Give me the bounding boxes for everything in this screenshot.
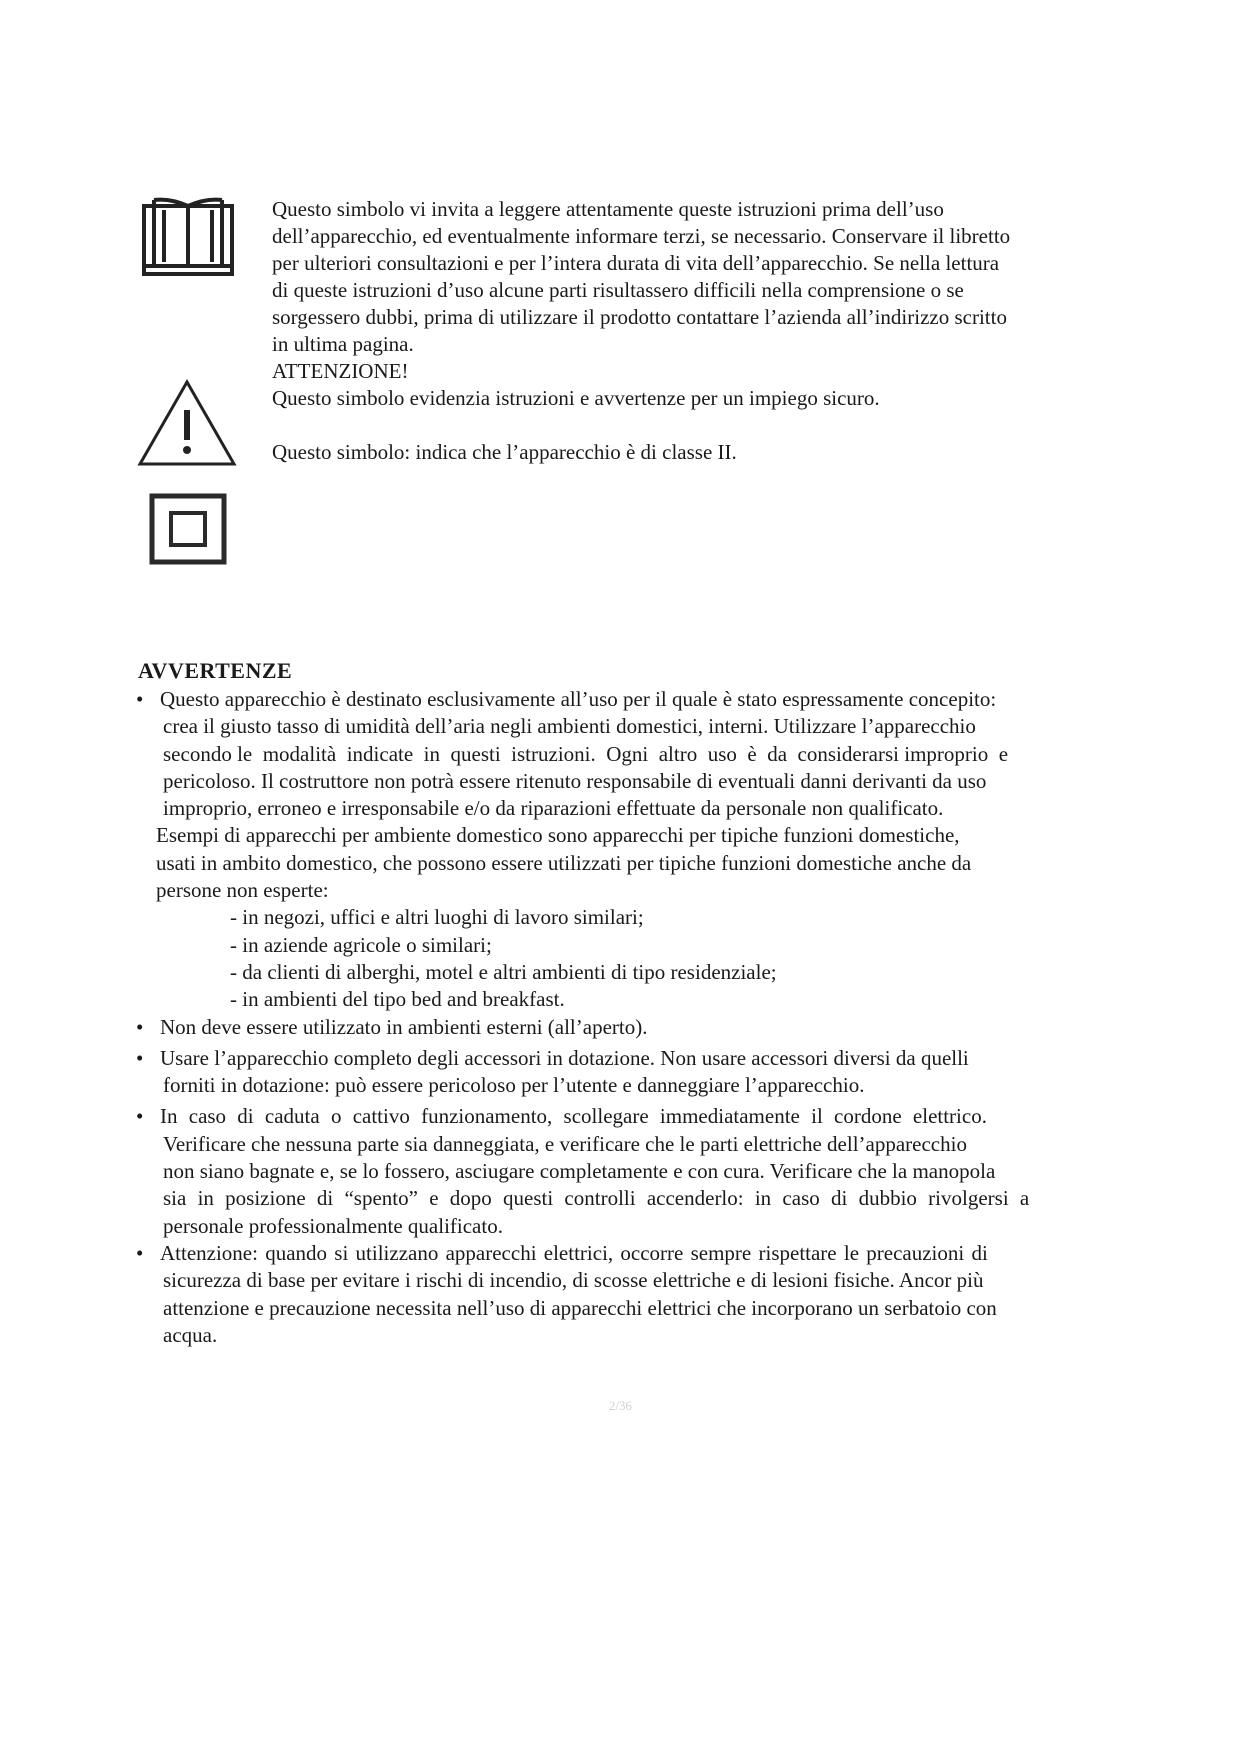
bullet-line: personale professionalmente qualificato. <box>163 1213 503 1238</box>
list-item <box>136 1014 1126 1041</box>
intro-section <box>272 196 1132 466</box>
bullet-dot: • <box>136 1240 144 1265</box>
sub-list <box>160 904 1126 1013</box>
bullet-line: Attenzione: quando si utilizzano apparecchi elettrici, occorre sempre rispettare le precauzioni di <box>160 1240 988 1265</box>
bullet-dot: • <box>136 1104 144 1129</box>
bullet-line: pericoloso. Il costruttore non potrà essere ritenuto responsabile di eventuali danni derivanti da uso <box>163 768 987 793</box>
bullet-line: Non deve essere utilizzato in ambienti esterni (all’aperto). <box>160 1014 648 1039</box>
bullet-line: Usare l’apparecchio completo degli accessori in dotazione. Non usare accessori diversi da quelli <box>160 1045 969 1070</box>
class-ii-text: Questo simbolo: indica che l’apparecchio è di classe II. <box>272 440 737 464</box>
attention-label: ATTENZIONE! <box>272 359 409 383</box>
warnings-list <box>136 686 1126 1349</box>
sub-item: - in ambienti del tipo bed and breakfast. <box>230 987 565 1012</box>
intro-line: Questo simbolo vi invita a leggere attentamente queste istruzioni prima dell’uso <box>272 197 944 221</box>
bullet-line: Questo apparecchio è destinato esclusivamente all’uso per il quale è stato espressamente concepito: <box>160 687 997 711</box>
bullet-line: persone non esperte: <box>156 878 329 903</box>
bullet-line: attenzione e precauzione necessita nell’uso di apparecchi elettrici che incorporano un serbatoio con <box>163 1295 997 1320</box>
bullet-line: In caso di caduta o cattivo funzionamento, scollegare immediatamente il cordone elettrico. <box>160 1104 987 1129</box>
book-icon <box>140 196 236 278</box>
bullet-line: improprio, erroneo e irresponsabile e/o da riparazioni effettuate da personale non qualificato. <box>163 796 944 821</box>
sub-item: - in negozi, uffici e altri luoghi di lavoro similari; <box>230 905 644 930</box>
warning-symbol-text: Questo simbolo evidenzia istruzioni e avvertenze per un impiego sicuro. <box>272 386 880 410</box>
bullet-line: crea il giusto tasso di umidità dell’aria negli ambienti domestici, interni. Utilizzare l’apparecchio <box>163 714 976 739</box>
warnings-heading: AVVERTENZE <box>138 658 293 683</box>
list-item <box>136 1045 1126 1100</box>
sub-item: - da clienti di alberghi, motel e altri ambienti di tipo residenziale; <box>230 959 777 984</box>
list-item <box>136 1240 1126 1349</box>
bullet-line: non siano bagnate e, se lo fossero, asciugare completamente e con cura. Verificare che la manopola <box>163 1159 996 1184</box>
intro-line: per ulteriori consultazioni e per l’intera durata di vita dell’apparecchio. Se nella lettura <box>272 251 1000 275</box>
list-item <box>136 1103 1126 1239</box>
bullet-line: sicurezza di base per evitare i rischi di incendio, di scosse elettriche e di lesioni fisiche. Ancor più <box>163 1268 984 1293</box>
intro-line: dell’apparecchio, ed eventualmente informare terzi, se necessario. Conservare il libretto <box>272 224 1011 248</box>
bullet-line: secondo le modalità indicate in questi istruzioni. Ogni altro uso è da considerarsi improprio e <box>163 741 1009 766</box>
class-ii-double-square-icon <box>149 493 227 565</box>
bullet-dot: • <box>136 1014 144 1039</box>
bullet-dot: • <box>136 687 144 711</box>
bullet-line: Esempi di apparecchi per ambiente domestico sono apparecchi per tipiche funzioni domestiche, <box>156 823 960 848</box>
bullet-line: usati in ambito domestico, che possono essere utilizzati per tipiche funzioni domestiche anche da <box>156 850 972 875</box>
page-number: 2/36 <box>608 1398 633 1413</box>
bullet-line: forniti in dotazione: può essere pericoloso per l’utente e danneggiare l’apparecchio. <box>163 1073 865 1098</box>
warning-triangle-icon <box>136 378 238 468</box>
list-item <box>136 686 1126 1014</box>
bullet-line: Verificare che nessuna parte sia danneggiata, e verificare che le parti elettriche dell’apparecchio <box>163 1131 967 1156</box>
intro-line: sorgessero dubbi, prima di utilizzare il prodotto contattare l’azienda all’indirizzo scritto <box>272 305 1007 329</box>
intro-line: di queste istruzioni d’uso alcune parti risultassero difficili nella comprensione o se <box>272 278 964 302</box>
bullet-line: sia in posizione di “spento” e dopo questi controlli accenderlo: in caso di dubbio rivolgersi a <box>163 1186 1030 1211</box>
intro-line: in ultima pagina. <box>272 332 414 356</box>
sub-item: - in aziende agricole o similari; <box>230 932 492 957</box>
bullet-dot: • <box>136 1045 144 1070</box>
bullet-line: acqua. <box>163 1322 218 1347</box>
